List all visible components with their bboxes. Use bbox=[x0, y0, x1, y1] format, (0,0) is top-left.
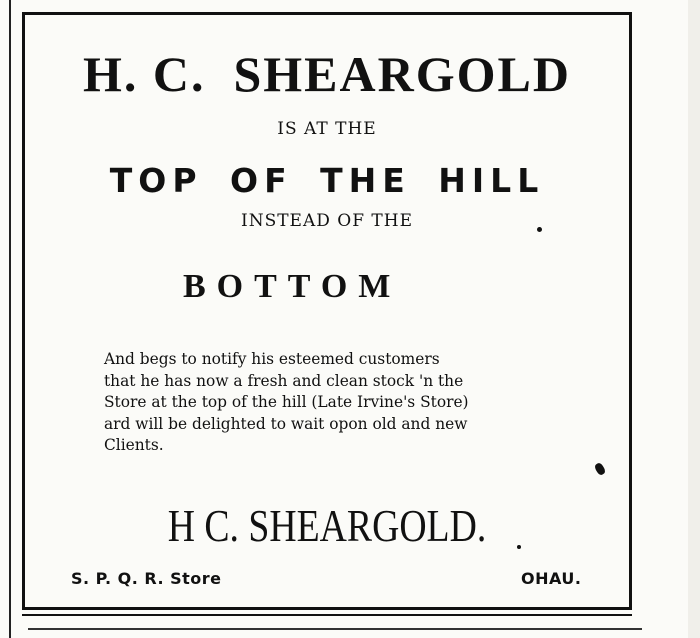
body-line: that he has now a fresh and clean stock 'n the bbox=[104, 371, 464, 390]
ink-speck bbox=[537, 227, 542, 232]
line-bottom: BOTTOM bbox=[183, 268, 402, 305]
footer-store-name: S. P. Q. R. Store bbox=[71, 569, 222, 588]
page-bottom-rule bbox=[28, 628, 642, 630]
advertisement-frame bbox=[22, 12, 632, 610]
line-instead-of-the: INSTEAD OF THE bbox=[240, 211, 413, 231]
body-line: Store at the top of the hill (Late Irvine's Store) bbox=[104, 393, 469, 411]
body-line: ard will be delighted to wait opon old and new bbox=[104, 414, 468, 433]
page-right-margin bbox=[688, 0, 700, 638]
line-is-at: IS AT THE bbox=[277, 119, 377, 139]
footer-location: OHAU. bbox=[521, 569, 582, 588]
headline-initials: H. C. bbox=[82, 46, 206, 102]
body-line: Clients. bbox=[104, 436, 164, 454]
signature: H C. SHEARGOLD. bbox=[167, 500, 487, 551]
body-line: And begs to notify his esteemed customers bbox=[104, 350, 440, 368]
ink-speck bbox=[517, 545, 521, 549]
body-paragraph bbox=[104, 349, 536, 457]
line-top-of-the-hill: TOP OF THE HILL bbox=[109, 161, 545, 200]
headline bbox=[25, 45, 629, 103]
headline-name: SHEARGOLD bbox=[233, 46, 571, 102]
page-left-rule bbox=[9, 0, 11, 638]
ink-speck bbox=[594, 462, 607, 476]
